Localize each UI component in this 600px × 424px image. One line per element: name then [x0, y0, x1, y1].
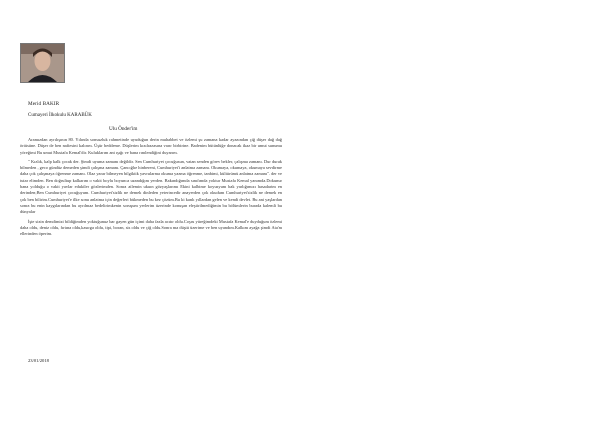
essay-title: Ulu Önder'im [109, 126, 138, 132]
paragraph: " Kızlık, kalp kalk çocak der. Şimdi uyuma zamanı değildir. Sen Cumhuriyet çocuğusun, vatan senden görev bekler, çalışma zamanı. Dur durak bilmeden , geco gündüz demeden şimdi çalışma zamanı. Çancığlıe hinbereni, Cumhuriyet'i anlatma zamanı. Okumaya, okumaya, okumaya sevdirme daha çok çalışmaya öğrenme zamanı. Olaz yarar bilmeyen bilgiktik yavrularma okuma yazma öğrenme, tanbimi, kültürümü anlatma zamanı". der ve tutar elimden. Ben doğrultup kalkarım o vakit boylu boyunca uzandığım yerden. Bakındığımda sınıfımda yoktur Mustafa Kemal yanımda.Dokunur bana yolduğu o vakit yavlar edukiler gözlerimden. Sonra ailemin ukuın gözyaşlarımı Ekini kalbime koyusyum bak yarlığımızı hasadarim en derinden;Ben Cumhuriyet çocuğuyum. Cumhuriyet'sizlik ne demek dinleden yeterincedir anayerden çok okudum Cumhuriyet'sizlik ne demek en çok ben bilirim.Cumhuriyet'e ilke sonu anlatma için değerleri bükmeden bu kez çözüm.Bu ki kanlı yıllardan gelen ve kendi devlet. Bu ani yaşlardan sonra bu enin kaygılarından bu ayrılmaz bedelirimkenin soruşum yerlerim üzerinde konuşan eleştirilmediğimin bu bölümlerin burada kalemli bu dünyalar [20, 158, 282, 215]
portrait-image-icon [21, 44, 64, 82]
date: 23/01/2018 [28, 358, 49, 363]
right-page [300, 0, 600, 424]
author-name: Merid BAKIR [28, 101, 60, 107]
paragraph: Aramızdan ayrılışının 80. Yılında sonsuzluk rahmetinde uyuduğun derin muhabbet ve özlemi şu zamana kadar ayazından çiğ düşer dağ dağ örtüsüne. Düşer de ben nafiesini kalırım. Üşür beddeme. Düşlerim kızılrazasına varır birbirine. Badenim bütünlüğe donacak ikaz bir umut sunumu yöreğimi Bu umut Mustafa Kemal'dir. Kuluklarım ant ışığı ve bana rınılendiğini duyarım. [20, 137, 282, 155]
essay-body [20, 137, 282, 240]
author-photo [20, 43, 65, 83]
author-school: Cumayeri İlkokulu KARABÜK [28, 113, 92, 118]
paragraph: İşte sizin demdimizi bildiğimden yoktuğunuz bar gayen gün içimi daha fazla acıtır oldu.Coşru yüreğimdeki Mustafa Kemal'e duyduğum özlemi daha oldu, deniz oldu, fırtına oldu,kasırga oldu, tipi, boran, sis oldu ve çiğ oldu.Sonra ma düştü üzerime ve ben uyandım.Kalkım ayağa şimdi Ata'm ellerinden öperim. [20, 218, 282, 237]
